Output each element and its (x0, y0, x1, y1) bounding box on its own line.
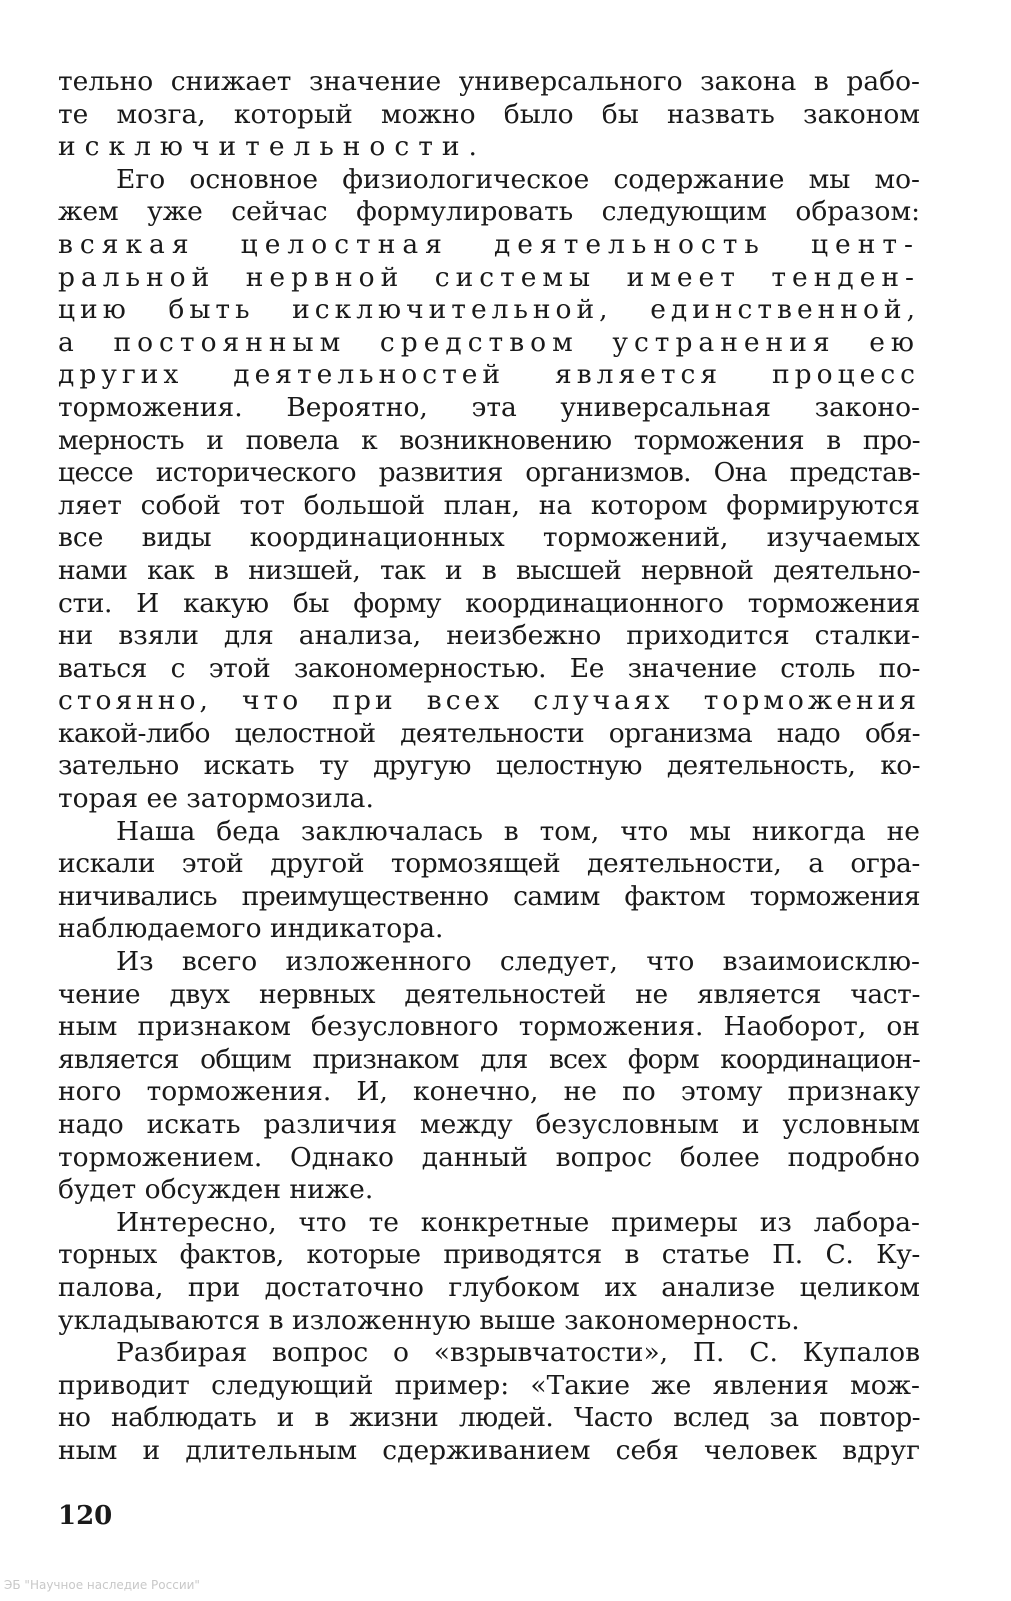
text-line: а постоянным средством устранения ею (58, 326, 920, 358)
text-line: нами как в низшей, так и в высшей нервной деятельно- (58, 554, 920, 586)
text-line: ляет собой тот большой план, на котором формируются (58, 489, 920, 521)
text-line: исключительности. (58, 131, 486, 163)
text-line: все виды координационных торможений, изучаемых (58, 522, 920, 554)
text-line: те мозга, который можно было бы назвать законом (58, 98, 920, 130)
text-line: ничивались преимущественно самим фактом торможения (58, 880, 920, 912)
text-line: торможения. Вероятно, эта универсальная законо- (58, 391, 920, 423)
text-line: жем уже сейчас формулировать следующим образом: (58, 196, 920, 228)
text-line: ни взяли для анализа, неизбежно приходится сталки- (58, 620, 920, 652)
text-line: Интересно, что те конкретные примеры из лабора- (116, 1206, 920, 1238)
text-line: торможением. Однако данный вопрос более подробно (58, 1141, 920, 1173)
text-line: Наша беда заключалась в том, что мы никогда не (116, 815, 920, 847)
text-line: укладываются в изложенную выше закономерность. (58, 1304, 800, 1336)
text-line: мерность и повела к возникновению торможения в про- (58, 424, 920, 456)
page-number: 120 (58, 1501, 113, 1531)
text-line: чение двух нервных деятельностей не является част- (58, 978, 920, 1010)
text-line: но наблюдать и в жизни людей. Часто вслед за повтор- (58, 1402, 920, 1434)
text-line: Его основное физиологическое содержание мы мо- (116, 163, 920, 195)
page-text (58, 66, 920, 1468)
library-watermark: ЭБ "Научное наследие России" (4, 1578, 200, 1592)
text-line: цию быть исключительной, единственной, (58, 294, 920, 326)
text-line: ральной нервной системы имеет тенден- (58, 261, 920, 293)
text-line: является общим признаком для всех форм координацион- (58, 1043, 920, 1075)
text-line: ным признаком безусловного торможения. Наоборот, он (58, 1011, 920, 1043)
text-line: стоянно, что при всех случаях торможения (58, 685, 920, 717)
text-line: торных фактов, которые приводятся в статье П. С. Ку- (58, 1239, 920, 1271)
text-line: сти. И какую бы форму координационного торможения (58, 587, 920, 619)
text-line: всякая целостная деятельность цент- (58, 228, 920, 260)
text-line: наблюдаемого индикатора. (58, 913, 444, 945)
text-line: Разбирая вопрос о «взрывчатости», П. С. Купалов (116, 1337, 920, 1369)
text-line: искали этой другой тормозящей деятельности, а огра- (58, 848, 920, 880)
text-line: Из всего изложенного следует, что взаимоисклю- (116, 946, 920, 978)
text-line: торая ее затормозила. (58, 783, 374, 815)
text-line: ным и длительным сдерживанием себя человек вдруг (58, 1434, 920, 1466)
text-line: палова, при достаточно глубоком их анализе целиком (58, 1271, 920, 1303)
text-line: цессе исторического развития организмов. Она представ- (58, 457, 920, 489)
text-line: тельно снижает значение универсального закона в рабо- (58, 66, 920, 97)
text-line: других деятельностей является процесс (58, 359, 920, 391)
text-line: ного торможения. И, конечно, не по этому признаку (58, 1076, 920, 1108)
text-line: будет обсужден ниже. (58, 1174, 374, 1206)
text-line: зательно искать ту другую целостную деятельность, ко- (58, 750, 920, 782)
text-line: надо искать различия между безусловным и условным (58, 1109, 920, 1140)
text-line: ваться с этой закономерностью. Ее значение столь по- (58, 652, 920, 684)
text-line: какой-либо целостной деятельности организма надо обя- (58, 717, 920, 749)
text-line: приводит следующий пример: «Такие же явления мож- (58, 1369, 920, 1401)
